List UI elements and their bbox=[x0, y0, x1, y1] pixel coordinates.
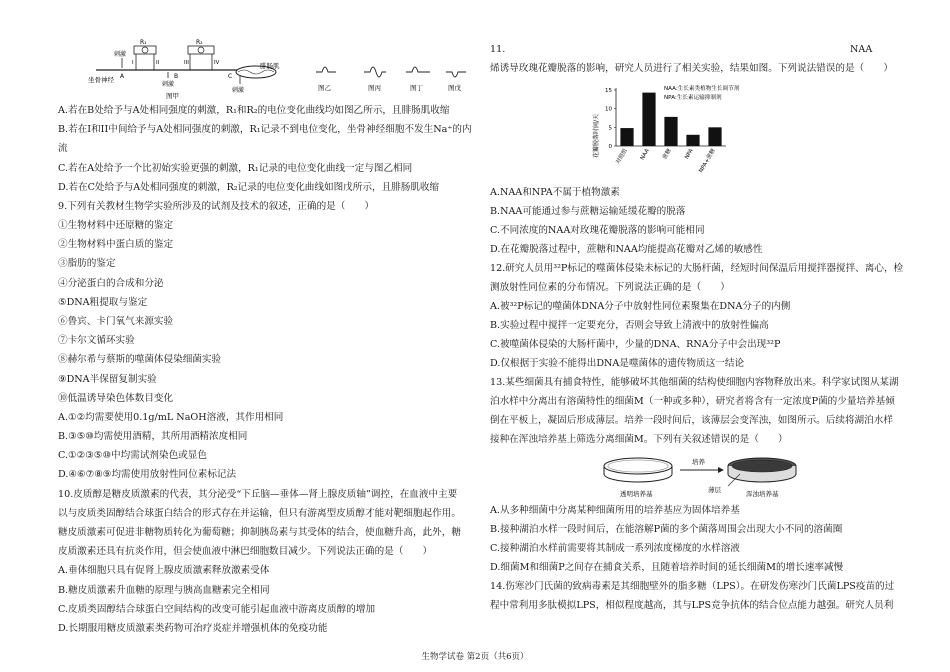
text-line: ③脂肪的鉴定 bbox=[58, 258, 116, 269]
r2-label: R₂ bbox=[196, 39, 203, 46]
chart-category-label: 对照组 bbox=[615, 148, 629, 166]
legend-npa: NPA:生长素运输抑制剂 bbox=[664, 95, 722, 101]
stim-label-1: 刺激 bbox=[114, 51, 127, 58]
text-line: 程中常利用多肽模拟LPS，相似程度越高，其与LPS竞争抗体的结合位点能力越强。研究人员利 bbox=[490, 600, 894, 611]
nerve-figure bbox=[88, 38, 478, 100]
panel-bing bbox=[364, 67, 386, 92]
panel-label-wu: 图戊 bbox=[448, 84, 461, 92]
text-line: C.被噬菌体侵染的大肠杆菌中，少量的DNA、RNA分子中会出现³²P bbox=[490, 339, 781, 350]
roman-4: IV bbox=[214, 60, 220, 66]
question-10-stem: 10.皮质醇是糖皮质激素的代表，其分泌受“下丘脑—垂体—肾上腺皮质轴”调控，在血液中主要 bbox=[58, 489, 458, 500]
roman-2: II bbox=[156, 60, 160, 66]
bar-chart bbox=[590, 80, 790, 180]
text-line: D.④⑥⑦⑧⑨均需使用放射性同位素标记法 bbox=[58, 469, 237, 480]
panel-yi bbox=[316, 67, 336, 92]
legend-naa: NAA:生长素类植物生长调节剂 bbox=[664, 86, 740, 92]
text-line: C.若在A处给予一个比初始实验更强的刺激，R₁记录的电位变化曲线一定与图乙相同 bbox=[58, 163, 413, 174]
text-line: A.垂体细胞只具有促肾上腺皮质激素释放激素受体 bbox=[58, 565, 270, 576]
r1-label: R₁ bbox=[140, 39, 147, 46]
question-9-stem: 9.下列有关教材生物学实验所涉及的试剂及技术的叙述，正确的是（ ） bbox=[58, 201, 375, 212]
text-line: ②生物材料中蛋白质的鉴定 bbox=[58, 239, 174, 250]
question-11-stem: 烯诱导玫瑰花瓣脱落的影响，研究人员进行了相关实验，结果如图。下列说法错误的是（ ） bbox=[490, 63, 893, 74]
label-transparent-medium: 透明培养基 bbox=[620, 490, 653, 498]
panel-wu bbox=[446, 72, 466, 92]
chart-y-tick-label: 0 bbox=[608, 144, 612, 150]
petri-dish-figure bbox=[600, 444, 820, 502]
text-line: ⑦卡尔文循环实验 bbox=[58, 335, 135, 346]
text-line: ⑤DNA粗提取与鉴定 bbox=[58, 297, 148, 308]
muscle-label: 腓肠肌 bbox=[260, 62, 280, 70]
panel-label-ding: 图丁 bbox=[410, 84, 423, 92]
page-footer: 生物学试卷 第2页（共6页） bbox=[421, 652, 529, 662]
stim-label-3: 刺激 bbox=[232, 87, 245, 94]
text-line: A.被³²P标记的噬菌体DNA分子中放射性同位素聚集在DNA分子的内侧 bbox=[490, 301, 791, 312]
text-line: D.细菌M和细菌P之间存在捕食关系，且随着培养时间的延长细菌M的增长速率减慢 bbox=[490, 562, 844, 573]
question-12-stem: 12.研究人员用³²P标记的噬菌体侵染未标记的大肠杆菌，经短时间保温后用搅拌器搅拌、离心，检 bbox=[490, 263, 904, 274]
text-line: 测放射性同位素的分布情况。下列说法正确的是（ ） bbox=[490, 282, 730, 293]
text-line: B.NAA可能通过参与蔗糖运输延缓花瓣的脱落 bbox=[490, 206, 686, 217]
text-line: D.仅根据于实验不能得出DNA是噬菌体的遗传物质这一结论 bbox=[490, 358, 745, 369]
text-line: A.NAA和NPA不属于植物激素 bbox=[490, 187, 620, 198]
point-a: A bbox=[120, 73, 125, 80]
chart-category-label: NPA+蔗糖 bbox=[698, 148, 717, 174]
text-line: 以与皮质类固醇结合球蛋白结合的形式存在并运输，但只有游离型皮质醇才能对靶细胞起作用。 bbox=[58, 508, 461, 519]
text-line: ⑨DNA半保留复制实验 bbox=[58, 374, 157, 385]
stim-label-2: 刺激 bbox=[162, 81, 175, 88]
chart-y-tick-label: 10 bbox=[605, 106, 612, 113]
text-line: D.长期服用糖皮质激素类药物可治疗炎症并增强机体的免疫功能 bbox=[58, 623, 328, 634]
text-line: ①生物材料中还原糖的鉴定 bbox=[58, 220, 174, 231]
chart-bar bbox=[708, 127, 721, 146]
text-line: A.①②均需要使用0.1g/mL NaOH溶液，其作用相同 bbox=[58, 412, 284, 423]
text-line: ⑩低温诱导染色体数目变化 bbox=[58, 393, 174, 404]
label-culture-arrow: 培养 bbox=[692, 458, 705, 466]
text-line: 倒在平板上，凝固后形成薄层。培养一段时间后，该薄层会变浑浊，如图所示。后续将湖泊水样 bbox=[490, 415, 893, 426]
text-line: 糖皮质激素可促进非糖物质转化为葡萄糖；抑制胰岛素与其受体的结合，使血糖升高，此外，糖 bbox=[58, 527, 461, 538]
text-line: ⑧赫尔希与蔡斯的噬菌体侵染细菌实验 bbox=[58, 354, 222, 365]
point-b: B bbox=[174, 73, 179, 80]
chart-ylabel: 花瓣脱落时间/天 bbox=[593, 113, 600, 158]
chart-category-label: 蔗糖 bbox=[662, 148, 673, 161]
question-14-stem: 14.伤寒沙门氏菌的致病毒素是其细胞壁外的脂多糖（LPS）。在研发伤寒沙门氏菌LPS疫苗的过 bbox=[490, 581, 895, 592]
label-turbid-medium: 浑浊培养基 bbox=[746, 490, 779, 498]
roman-1: I bbox=[132, 60, 134, 66]
text-line: 接种在浑浊培养基上筛选分离细菌M。下列有关叙述错误的是（ ） bbox=[490, 434, 788, 445]
text-line: B.糖皮质激素升血糖的原理与胰高血糖素完全相同 bbox=[58, 585, 270, 596]
text-line: A.从多种细菌中分离某种细菌所用的培养基应为固体培养基 bbox=[490, 505, 740, 516]
text-line: 泊水样中分离出有溶菌特性的细菌M（一种或多种），研究者将含有一定浓度P菌的少量培养基倾 bbox=[490, 396, 895, 407]
text-line: D.若在C处给予与A处相同强度的刺激，R₂记录的电位变化曲线如图戊所示，且腓肠肌收缩 bbox=[58, 182, 440, 193]
chart-bar bbox=[642, 93, 655, 146]
nerve-label: 坐骨神经 bbox=[88, 76, 114, 84]
label-thin-layer: 薄层 bbox=[708, 486, 721, 494]
text-line: 流 bbox=[58, 143, 68, 154]
text-line: A.若在B处给予与A处相同强度的刺激，R₁和R₂的电位变化曲线均如图乙所示，且腓肠肌收缩 bbox=[58, 105, 450, 116]
text-line: C.皮质类固醇结合球蛋白空间结构的改变可能引起血液中游离皮质醇的增加 bbox=[58, 604, 376, 615]
chart-y-tick-label: 15 bbox=[605, 88, 612, 94]
question-11-number: 11. bbox=[490, 44, 506, 55]
panel-label-jia: 图甲 bbox=[166, 92, 179, 100]
panel-label-yi: 图乙 bbox=[318, 84, 331, 92]
chart-category-label: NPA bbox=[684, 148, 695, 161]
text-line: C.不同浓度的NAA对玫瑰花瓣脱落的影响可能相同 bbox=[490, 225, 705, 236]
chart-bar bbox=[686, 135, 699, 146]
text-line: ⑥鲁宾、卡门氧气来源实验 bbox=[58, 316, 174, 327]
question-11-naa: NAA bbox=[850, 44, 873, 55]
chart-category-label: NAA bbox=[639, 148, 651, 162]
text-line: 皮质激素还具有抗炎作用，但会使血液中淋巴细胞数目减少。下列说法正确的是（ ） bbox=[58, 546, 433, 557]
text-line: ④分泌蛋白的合成和分泌 bbox=[58, 278, 164, 289]
text-line: B.③⑤⑩均需使用酒精，其所用酒精浓度相同 bbox=[58, 431, 248, 442]
text-line: D.在花瓣脱落过程中，蔗糖和NAA均能提高花瓣对乙烯的敏感性 bbox=[490, 244, 763, 255]
text-line: B.接种湖泊水样一段时间后，在能溶解P菌的多个菌落周围会出现大小不同的溶菌圈 bbox=[490, 524, 843, 535]
text-line: C.接种湖泊水样前需要将其制成一系列浓度梯度的水样溶液 bbox=[490, 543, 740, 554]
chart-bar bbox=[664, 117, 677, 146]
panel-ding bbox=[406, 67, 430, 92]
text-line: B.若在I和II中间给予与A处相同强度的刺激，R₁记录不到电位变化，坐骨神经细胞不发生Na⁺的内 bbox=[58, 124, 472, 135]
text-line: B.实验过程中搅拌一定要充分，否则会导致上清液中的放射性偏高 bbox=[490, 320, 769, 331]
panel-label-bing: 图丙 bbox=[368, 84, 381, 92]
question-13-stem: 13.某些细菌具有捕食特性，能够破坏其他细菌的结构使细胞内容物释放出来。科学家试图从某湖 bbox=[490, 377, 899, 388]
text-line: C.①②③⑤⑩中均需试剂染色或显色 bbox=[58, 450, 207, 461]
chart-bar bbox=[620, 128, 633, 146]
roman-3: III bbox=[184, 60, 189, 66]
chart-y-tick-label: 5 bbox=[608, 125, 612, 132]
point-c: C bbox=[228, 73, 233, 80]
